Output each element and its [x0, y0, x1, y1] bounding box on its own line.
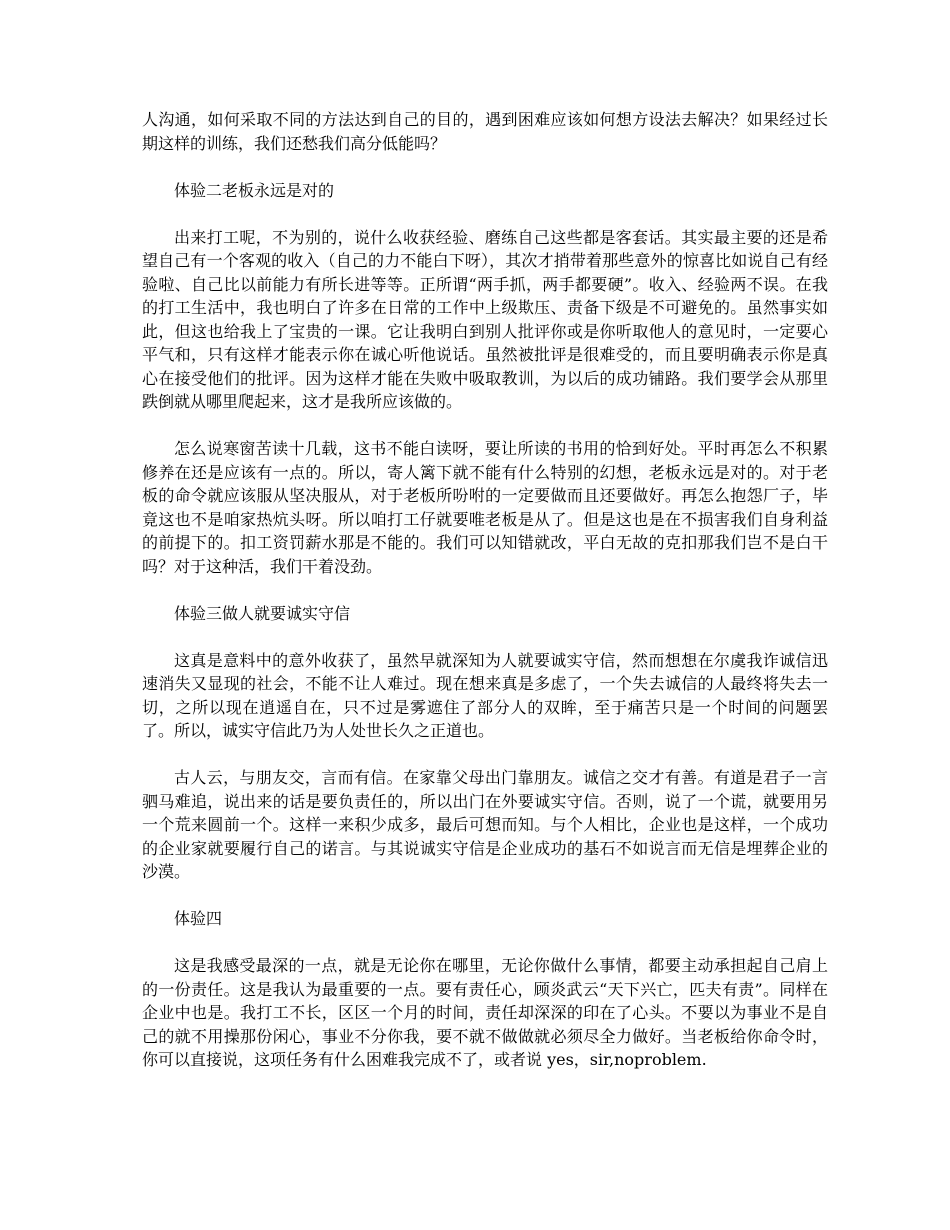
section-heading-experience-3: 体验三做人就要诚实守信 [174, 603, 351, 623]
paragraph: 怎么说寒窗苦读十几载，这书不能白读呀，要让所读的书用的恰到好处。平时再怎么不积累修养在还是应该有一点的。所以，寄人篱下就不能有什么特别的幻想，老板永远是对的。对于老板的命令就应该服从坚决服从，对于老板所吩咐的一定要做而且还要做好。再怎么抱怨厂子，毕竟这也不是咱家热炕头呀。所以咱打工仔就要唯老板是从了。但是这也是在不损害我们自身利益的前提下的。扣工资罚薪水那是不能的。我们可以知错就改，平白无故的克扣那我们岂不是白干吗？对于这种活，我们干着没劲。 [142, 439, 828, 576]
paragraph-continued: 人沟通，如何采取不同的方法达到自己的目的，遇到困难应该如何想方设法去解决？如果经过长期这样的训练，我们还愁我们高分低能吗？ [142, 110, 828, 153]
paragraph: 这是我感受最深的一点，就是无论你在哪里，无论你做什么事情，都要主动承担起自己肩上的一份责任。这是我认为最重要的一点。要有责任心，顾炎武云“天下兴亡，匹夫有责”。同样在企业中也是。我打工不长，区区一个月的时间，责任却深深的印在了心头。不要以为事业不是自己的就不用操那份闲心，事业不分你我，要不就不做做就必须尽全力做好。当老板给你命令时，你可以直接说，这项任务有什么困难我完成不了，或者说 yes，sir,noproblem. [142, 956, 828, 1069]
section-heading-experience-4: 体验四 [174, 909, 223, 928]
document-page [142, 108, 828, 1095]
paragraph: 这真是意料中的意外收获了，虽然早就深知为人就要诚实守信，然而想想在尔虞我诈诚信迅速消失又显现的社会，不能不让人难过。现在想来真是多虑了，一个失去诚信的人最终将失去一切，之所以现在逍遥自在，只不过是雾遮住了部分人的双眸，至于痛苦只是一个时间的问题罢了。所以，诚实守信此乃为人处世长久之正道也。 [142, 650, 828, 740]
paragraph: 出来打工呢，不为别的，说什么收获经验、磨练自己这些都是客套话。其实最主要的还是希望自己有一个客观的收入（自己的力不能白下呀），其次才捎带着那些意外的惊喜比如说自己有经验啦、自己比以前能力有所长进等等。正所谓“两手抓，两手都要硬”。收入、经验两不误。在我的打工生活中，我也明白了许多在日常的工作中上级欺压、责备下级是不可避免的。虽然事实如此，但这也给我上了宝贵的一课。它让我明白到别人批评你或是你听取他人的意见时，一定要心平气和，只有这样才能表示你在诚心听他说话。虽然被批评是很难受的，而且要明确表示你是真心在接受他们的批评。因为这样才能在失败中吸取教训，为以后的成功铺路。我们要学会从那里跌倒就从哪里爬起来，这才是我所应该做的。 [142, 227, 828, 411]
section-heading-experience-2: 体验二老板永远是对的 [174, 180, 335, 200]
paragraph: 古人云，与朋友交，言而有信。在家靠父母出门靠朋友。诚信之交才有善。有道是君子一言驷马难追，说出来的话是要负责任的，所以出门在外要诚实守信。否则，说了一个谎，就要用另一个荒来圆前一个。这样一来积少成多，最后可想而知。与个人相比，企业也是这样，一个成功的企业家就要履行自己的诺言。与其说诚实守信是企业成功的基石不如说言而无信是埋葬企业的沙漠。 [142, 768, 828, 881]
